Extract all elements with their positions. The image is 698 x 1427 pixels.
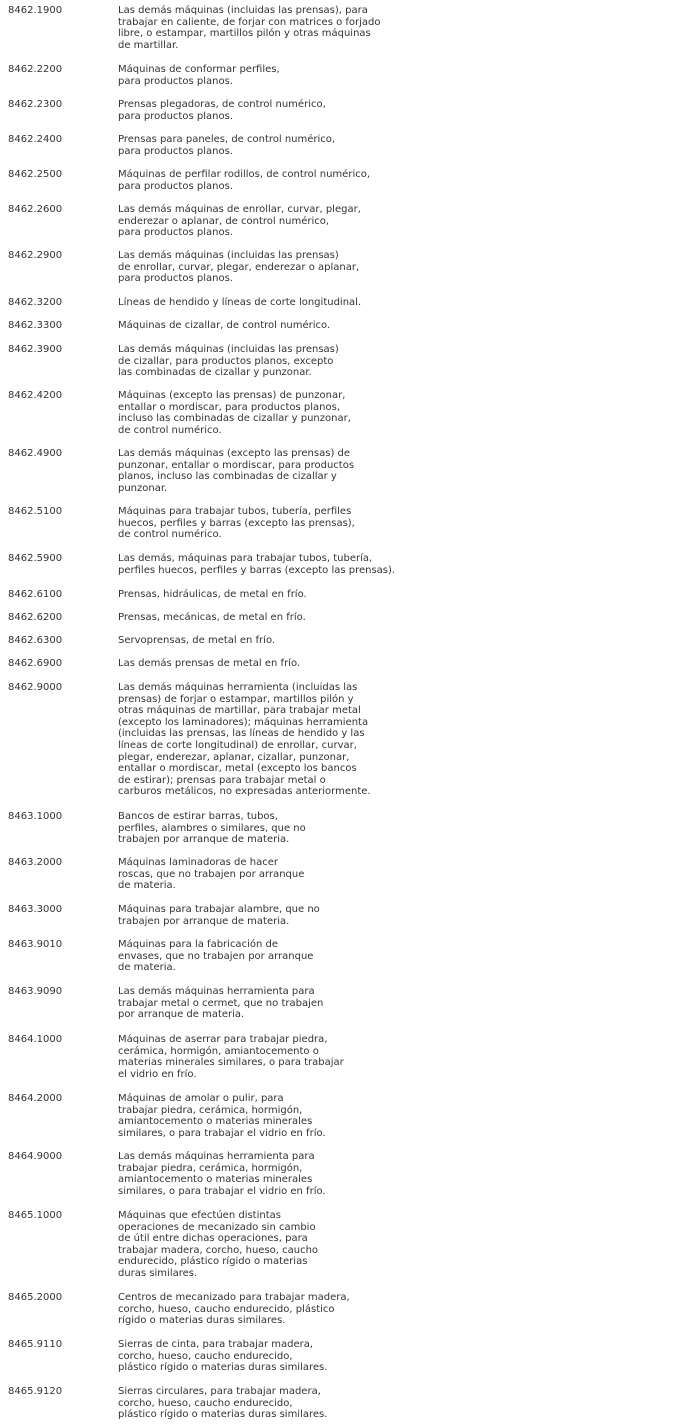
tariff-description	[118, 857, 418, 892]
tariff-code: 8462.5100	[8, 506, 63, 517]
tariff-code: 8462.6100	[8, 589, 63, 600]
tariff-code: 8462.6200	[8, 612, 63, 623]
description-line: Las demás máquinas herramienta para	[118, 1151, 315, 1162]
description-line: (excepto los laminadores); máquinas herramienta	[118, 716, 369, 728]
description-line: roscas, que no trabajen por arranque	[118, 868, 305, 880]
tariff-description	[118, 448, 418, 494]
description-line: Las demás máquinas herramienta para	[118, 986, 315, 997]
tariff-description	[118, 99, 418, 122]
description-line: amiantocemento o materias minerales	[118, 1174, 313, 1186]
description-line: Las demás máquinas de enrollar, curvar, plegar,	[118, 204, 361, 215]
tariff-description	[118, 939, 418, 974]
description-line: trabajen por arranque de materia.	[118, 915, 290, 927]
tariff-code: 8465.1000	[8, 1210, 63, 1221]
description-line: incluso las combinadas de cizallar y punzonar,	[118, 413, 351, 425]
description-line: para productos planos.	[118, 273, 233, 285]
description-line: Máquinas para la fabricación de	[118, 939, 278, 950]
tariff-code: 8465.9120	[8, 1386, 63, 1397]
description-line: (incluidas las prensas, las líneas de hendido y las	[118, 728, 365, 740]
description-line: por arranque de materia.	[118, 1009, 245, 1021]
description-line: Líneas de hendido y líneas de corte longitudinal.	[118, 297, 362, 308]
tariff-description	[118, 553, 418, 576]
tariff-code: 8463.9090	[8, 986, 63, 997]
description-line: Prensas para paneles, de control numérico,	[118, 134, 336, 145]
description-line: entallar o mordiscar, para productos planos,	[118, 401, 340, 413]
description-line: envases, que no trabajen por arranque	[118, 950, 314, 962]
description-line: trabajar madera, corcho, hueso, caucho	[118, 1244, 319, 1256]
tariff-description	[118, 320, 418, 332]
description-line: similares, o para trabajar el vidrio en frío.	[118, 1185, 326, 1197]
tariff-code: 8462.4200	[8, 390, 63, 401]
description-line: las combinadas de cizallar y punzonar.	[118, 367, 312, 379]
description-line: de cizallar, para productos planos, excepto	[118, 355, 334, 367]
description-line: Prensas plegadoras, de control numérico,	[118, 99, 326, 110]
description-line: perfiles, alambres o similares, que no	[118, 822, 306, 834]
description-line: Máquinas (excepto las prensas) de punzonar,	[118, 390, 346, 401]
description-line: trabajar metal o cermet, que no trabajen	[118, 997, 324, 1009]
description-line: punzonar, entallar o mordiscar, para productos	[118, 459, 355, 471]
description-line: de enrollar, curvar, plegar, enderezar o aplanar,	[118, 261, 360, 273]
tariff-description	[118, 1151, 418, 1197]
description-line: de materia.	[118, 880, 176, 892]
tariff-code: 8463.9010	[8, 939, 63, 950]
tariff-description	[118, 1034, 418, 1080]
tariff-description	[118, 134, 418, 157]
description-line: libre, o estampar, martillos pilón y otras máquinas	[118, 28, 371, 40]
description-line: Las demás máquinas herramienta (incluidas las	[118, 682, 358, 693]
description-line: Máquinas de conformar perfiles,	[118, 64, 280, 75]
tariff-description	[118, 1292, 418, 1327]
description-line: planos, incluso las combinadas de cizallar y	[118, 471, 337, 483]
description-line: rígido o materias duras similares.	[118, 1315, 286, 1327]
tariff-description	[118, 811, 418, 846]
tariff-description	[118, 506, 418, 541]
description-line: amiantocemento o materias minerales	[118, 1116, 313, 1128]
description-line: líneas de corte longitudinal) de enrollar, curvar,	[118, 739, 357, 751]
description-line: entallar o mordiscar, metal (excepto los bancos	[118, 763, 357, 775]
description-line: de estirar); prensas para trabajar metal o	[118, 774, 326, 786]
description-line: Máquinas laminadoras de hacer	[118, 857, 278, 868]
tariff-description	[118, 986, 418, 1021]
tariff-description	[118, 1386, 418, 1421]
description-line: punzonar.	[118, 482, 168, 494]
tariff-description	[118, 64, 418, 87]
tariff-code: 8462.6900	[8, 658, 63, 669]
description-line: plástico rígido o materias duras similares.	[118, 1409, 328, 1421]
description-line: Máquinas para trabajar alambre, que no	[118, 904, 320, 915]
description-line: Máquinas de cizallar, de control numérico.	[118, 320, 331, 331]
description-line: Sierras circulares, para trabajar madera,	[118, 1386, 321, 1397]
description-line: de martillar.	[118, 39, 179, 51]
description-line: perfiles huecos, perfiles y barras (excepto las prensas).	[118, 564, 396, 576]
tariff-code: 8462.4900	[8, 448, 63, 459]
description-line: Las demás máquinas (incluidas las prensas), para	[118, 5, 368, 16]
description-line: Centros de mecanizado para trabajar madera,	[118, 1292, 350, 1303]
description-line: endurecido, plástico rígido o materias	[118, 1256, 308, 1268]
description-line: Las demás máquinas (excepto las prensas) de	[118, 448, 351, 459]
tariff-description	[118, 297, 418, 309]
description-line: corcho, hueso, caucho endurecido, plástico	[118, 1303, 335, 1315]
description-line: enderezar o aplanar, de control numérico,	[118, 215, 330, 227]
tariff-code: 8462.2200	[8, 64, 63, 75]
description-line: corcho, hueso, caucho endurecido,	[118, 1397, 293, 1409]
description-line: Las demás máquinas (incluidas las prensas)	[118, 250, 339, 261]
tariff-description	[118, 344, 418, 379]
description-line: Máquinas para trabajar tubos, tubería, perfiles	[118, 506, 352, 517]
tariff-code: 8462.2400	[8, 134, 63, 145]
tariff-code: 8462.5900	[8, 553, 63, 564]
description-line: materias minerales similares, o para trabajar	[118, 1057, 344, 1069]
description-line: para productos planos.	[118, 110, 233, 122]
tariff-code: 8462.2300	[8, 99, 63, 110]
description-line: para productos planos.	[118, 180, 233, 192]
description-line: cerámica, hormigón, amiantocemento o	[118, 1045, 319, 1057]
tariff-description	[118, 169, 418, 192]
tariff-description	[118, 1210, 418, 1280]
tariff-code: 8462.2900	[8, 250, 63, 261]
tariff-description	[118, 1339, 418, 1374]
tariff-description	[118, 589, 418, 601]
tariff-code: 8462.1900	[8, 5, 63, 16]
description-line: Servoprensas, de metal en frío.	[118, 635, 276, 646]
tariff-code: 8462.2600	[8, 204, 63, 215]
tariff-code: 8462.3200	[8, 297, 63, 308]
description-line: Las demás, máquinas para trabajar tubos, tubería,	[118, 553, 373, 564]
description-line: Sierras de cinta, para trabajar madera,	[118, 1339, 314, 1350]
tariff-description	[118, 1093, 418, 1139]
tariff-description	[118, 612, 418, 624]
tariff-description	[118, 682, 418, 798]
description-line: de materia.	[118, 962, 176, 974]
tariff-description	[118, 658, 418, 670]
description-line: Las demás prensas de metal en frío.	[118, 658, 301, 669]
description-line: trabajar piedra, cerámica, hormigón,	[118, 1162, 303, 1174]
tariff-code: 8464.1000	[8, 1034, 63, 1045]
tariff-description	[118, 5, 418, 51]
description-line: de control numérico.	[118, 529, 222, 541]
description-line: para productos planos.	[118, 227, 233, 239]
tariff-code: 8462.3900	[8, 344, 63, 355]
tariff-code: 8465.2000	[8, 1292, 63, 1303]
description-line: Prensas, hidráulicas, de metal en frío.	[118, 589, 307, 600]
description-line: de útil entre dichas operaciones, para	[118, 1233, 308, 1245]
tariff-code: 8463.3000	[8, 904, 63, 915]
description-line: Máquinas de amolar o pulir, para	[118, 1093, 284, 1104]
tariff-description	[118, 635, 418, 647]
description-line: Máquinas de aserrar para trabajar piedra,	[118, 1034, 328, 1045]
description-line: Prensas, mecánicas, de metal en frío.	[118, 612, 306, 623]
tariff-description	[118, 250, 418, 285]
tariff-code: 8464.2000	[8, 1093, 63, 1104]
tariff-code: 8463.1000	[8, 811, 63, 822]
tariff-description	[118, 204, 418, 239]
description-line: para productos planos.	[118, 145, 233, 157]
tariff-code: 8462.3300	[8, 320, 63, 331]
description-line: similares, o para trabajar el vidrio en frío.	[118, 1127, 326, 1139]
tariff-code: 8464.9000	[8, 1151, 63, 1162]
description-line: plegar, enderezar, aplanar, cizallar, punzonar,	[118, 751, 350, 763]
description-line: trabajar piedra, cerámica, hormigón,	[118, 1104, 303, 1116]
description-line: Las demás máquinas (incluidas las prensas)	[118, 344, 339, 355]
tariff-description	[118, 390, 418, 436]
description-line: trabajar en caliente, de forjar con matrices o forjado	[118, 16, 381, 28]
description-line: carburos metálicos, no expresadas anteriormente.	[118, 786, 371, 798]
description-line: operaciones de mecanizado sin cambio	[118, 1221, 316, 1233]
tariff-code: 8462.9000	[8, 682, 63, 693]
description-line: el vidrio en frío.	[118, 1068, 197, 1080]
description-line: otras máquinas de martillar, para trabajar metal	[118, 705, 361, 717]
tariff-description	[118, 904, 418, 927]
description-line: corcho, hueso, caucho endurecido,	[118, 1350, 293, 1362]
description-line: Bancos de estirar barras, tubos,	[118, 811, 278, 822]
description-line: prensas) de forjar o estampar, martillos pilón y	[118, 693, 354, 705]
tariff-code: 8465.9110	[8, 1339, 63, 1350]
tariff-code: 8462.2500	[8, 169, 63, 180]
description-line: Máquinas que efectúen distintas	[118, 1210, 281, 1221]
description-line: para productos planos.	[118, 75, 233, 87]
description-line: de control numérico.	[118, 424, 222, 436]
description-line: trabajen por arranque de materia.	[118, 834, 290, 846]
description-line: Máquinas de perfilar rodillos, de control numérico,	[118, 169, 371, 180]
tariff-code: 8462.6300	[8, 635, 63, 646]
tariff-code: 8463.2000	[8, 857, 63, 868]
description-line: huecos, perfiles y barras (excepto las prensas),	[118, 517, 355, 529]
description-line: duras similares.	[118, 1267, 198, 1279]
description-line: plástico rígido o materias duras similares.	[118, 1362, 328, 1374]
